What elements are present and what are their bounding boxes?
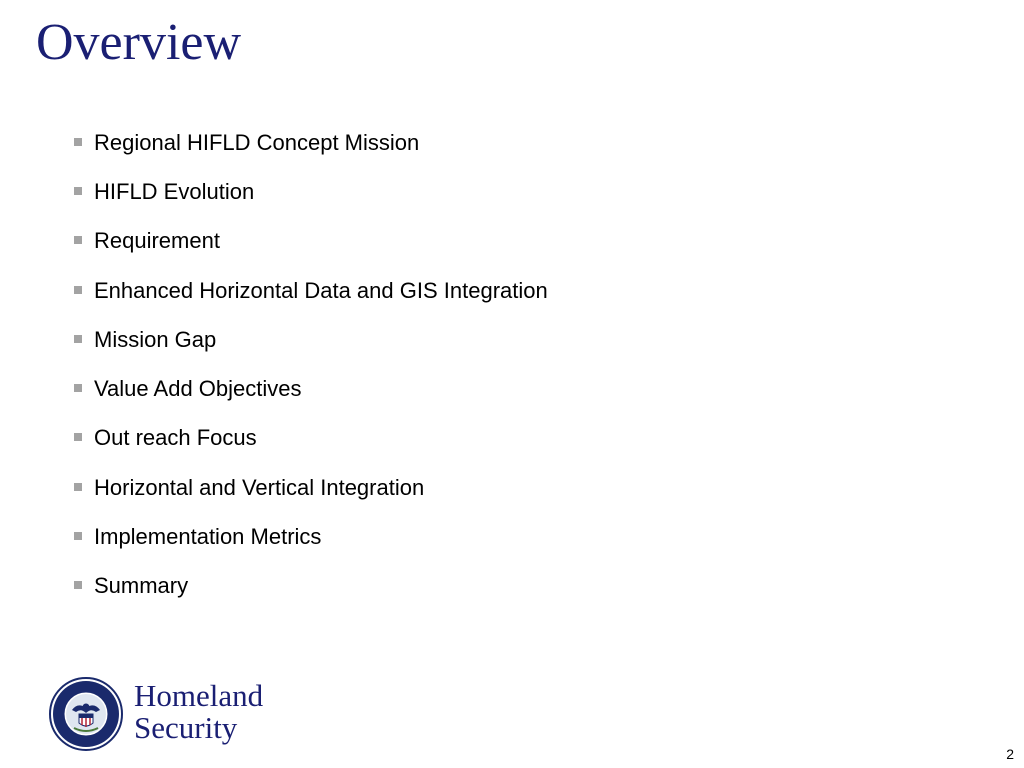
bullet-text: Mission Gap: [94, 326, 217, 352]
bullet-text: Summary: [94, 573, 189, 599]
slide-title: Overview: [36, 14, 242, 71]
bullet-text: Regional HIFLD Concept Mission: [94, 129, 420, 155]
bullet-text: Enhanced Horizontal Data and GIS Integration: [94, 277, 548, 303]
square-bullet-icon: [74, 335, 82, 343]
bullet-text: Requirement: [94, 228, 220, 254]
dhs-logo: [48, 676, 308, 752]
bullet-item: [74, 414, 548, 463]
bullet-text: HIFLD Evolution: [94, 178, 255, 204]
square-bullet-icon: [74, 384, 82, 392]
bullet-item: [74, 512, 548, 561]
square-bullet-icon: [74, 286, 82, 294]
square-bullet-icon: [74, 483, 82, 491]
dhs-wordmark: [134, 680, 263, 744]
bullet-item: [74, 118, 548, 167]
square-bullet-icon: [74, 138, 82, 146]
bullet-item: [74, 266, 548, 315]
bullet-item: [74, 562, 548, 611]
square-bullet-icon: [74, 433, 82, 441]
bullet-list: [74, 118, 548, 611]
square-bullet-icon: [74, 532, 82, 540]
bullet-item: [74, 167, 548, 216]
square-bullet-icon: [74, 236, 82, 244]
page-number: 2: [1006, 746, 1014, 762]
bullet-text: Implementation Metrics: [94, 524, 322, 550]
wordmark-line-1: Homeland: [134, 678, 264, 713]
square-bullet-icon: [74, 187, 82, 195]
bullet-item: [74, 315, 548, 364]
wordmark-line-2: Security: [134, 710, 238, 745]
dhs-seal-icon: [48, 676, 124, 752]
bullet-item: [74, 217, 548, 266]
bullet-text: Out reach Focus: [94, 425, 257, 451]
bullet-text: Horizontal and Vertical Integration: [94, 474, 425, 500]
bullet-item: [74, 463, 548, 512]
bullet-item: [74, 364, 548, 413]
bullet-text: Value Add Objectives: [94, 376, 302, 402]
square-bullet-icon: [74, 581, 82, 589]
